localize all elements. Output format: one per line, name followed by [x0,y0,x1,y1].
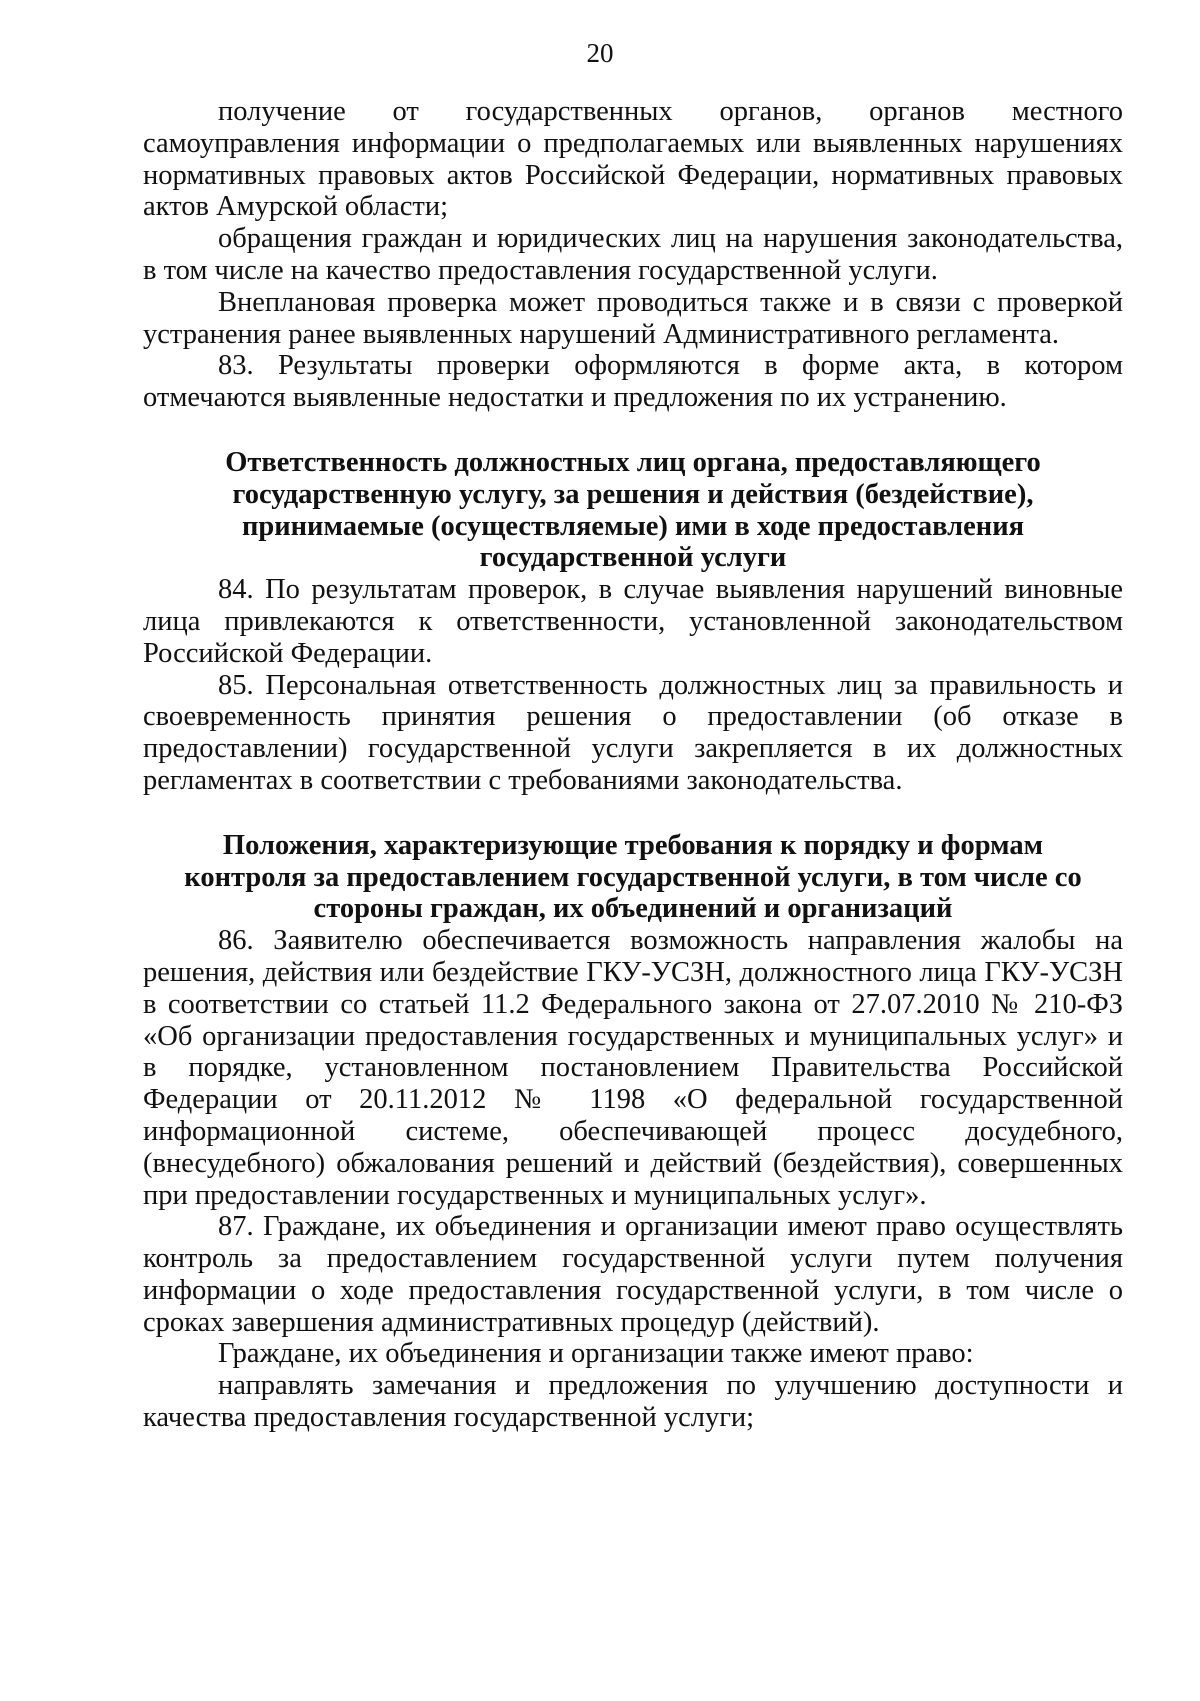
paragraph-item-84: 84. По результатам проверок, в случае выявления нарушений виновные лица привлекаются к ответственности, установленной законодательством Российской Федерации. [143,574,1123,669]
paragraph: Граждане, их объединения и организации также имеют право: [218,1338,974,1370]
section-heading-control-requirements [143,830,1123,925]
heading-line: контроля за предоставлением государственной услуги, в том числе со [184,861,1082,893]
paragraph-item-86: 86. Заявителю обеспечивается возможность направления жалобы на решения, действия или бездействие ГКУ-УСЗН, должностного лица ГКУ-УСЗН в соответствии со статьей 11.2 Федерального закона от 27.07.2010 № 210-ФЗ «Об организации предоставления государственных и муниципальных услуг» и в порядке, установленном постановлением Правительства Российской Федерации от 20.11.2012 № 1198 «О федеральной государственной информационной системе, обеспечивающей процесс досудебного, (внесудебного) обжалования решений и действий (бездействия), совершенных при предоставлении государственных и муниципальных услуг». [143,925,1123,1211]
page-number: 20 [586,38,614,68]
document-body [143,96,1123,1434]
paragraph-item-83: 83. Результаты проверки оформляются в форме акта, в котором отмечаются выявленные недостатки и предложения по их устранению. [143,350,1123,414]
section-spacer [143,414,1123,447]
paragraph-item-87: 87. Граждане, их объединения и организации имеют право осуществлять контроль за предоставлением государственной услуги путем получения информации о ходе предоставления государственной услуги, в том числе о сроках завершения административных процедур (действий). [143,1211,1123,1338]
heading-line: Ответственность должностных лиц органа, предоставляющего [225,446,1041,478]
paragraph-item-85: 85. Персональная ответственность должностных лиц за правильность и своевременность принятия решения о предоставлении (об отказе в предоставлении) государственной услуги закрепляется в их должностных регламентах в соответствии с требованиями законодательства. [143,669,1123,796]
paragraph: получение от государственных органов, органов местного самоуправления информации о предполагаемых или выявленных нарушениях нормативных правовых актов Российской Федерации, нормативных правовых актов Амурской области; [143,96,1123,223]
section-spacer [143,797,1123,830]
paragraph: Внеплановая проверка может проводиться также и в связи с проверкой устранения ранее выявленных нарушений Административного регламента. [143,286,1123,350]
heading-line: стороны граждан, их объединений и организаций [313,893,953,925]
heading-line: государственную услугу, за решения и действия (бездействие), [232,478,1034,510]
heading-line: Положения, характеризующие требования к порядку и формам [222,829,1044,861]
heading-line: принимаемые (осуществляемые) ими в ходе предоставления [241,510,1025,542]
paragraph: обращения граждан и юридических лиц на нарушения законодательства, в том числе на качество предоставления государственной услуги. [143,223,1123,286]
section-heading-responsibility [143,447,1123,574]
paragraph: направлять замечания и предложения по улучшению доступности и качества предоставления государственной услуги; [143,1370,1123,1434]
heading-line: государственной услуги [479,542,787,574]
